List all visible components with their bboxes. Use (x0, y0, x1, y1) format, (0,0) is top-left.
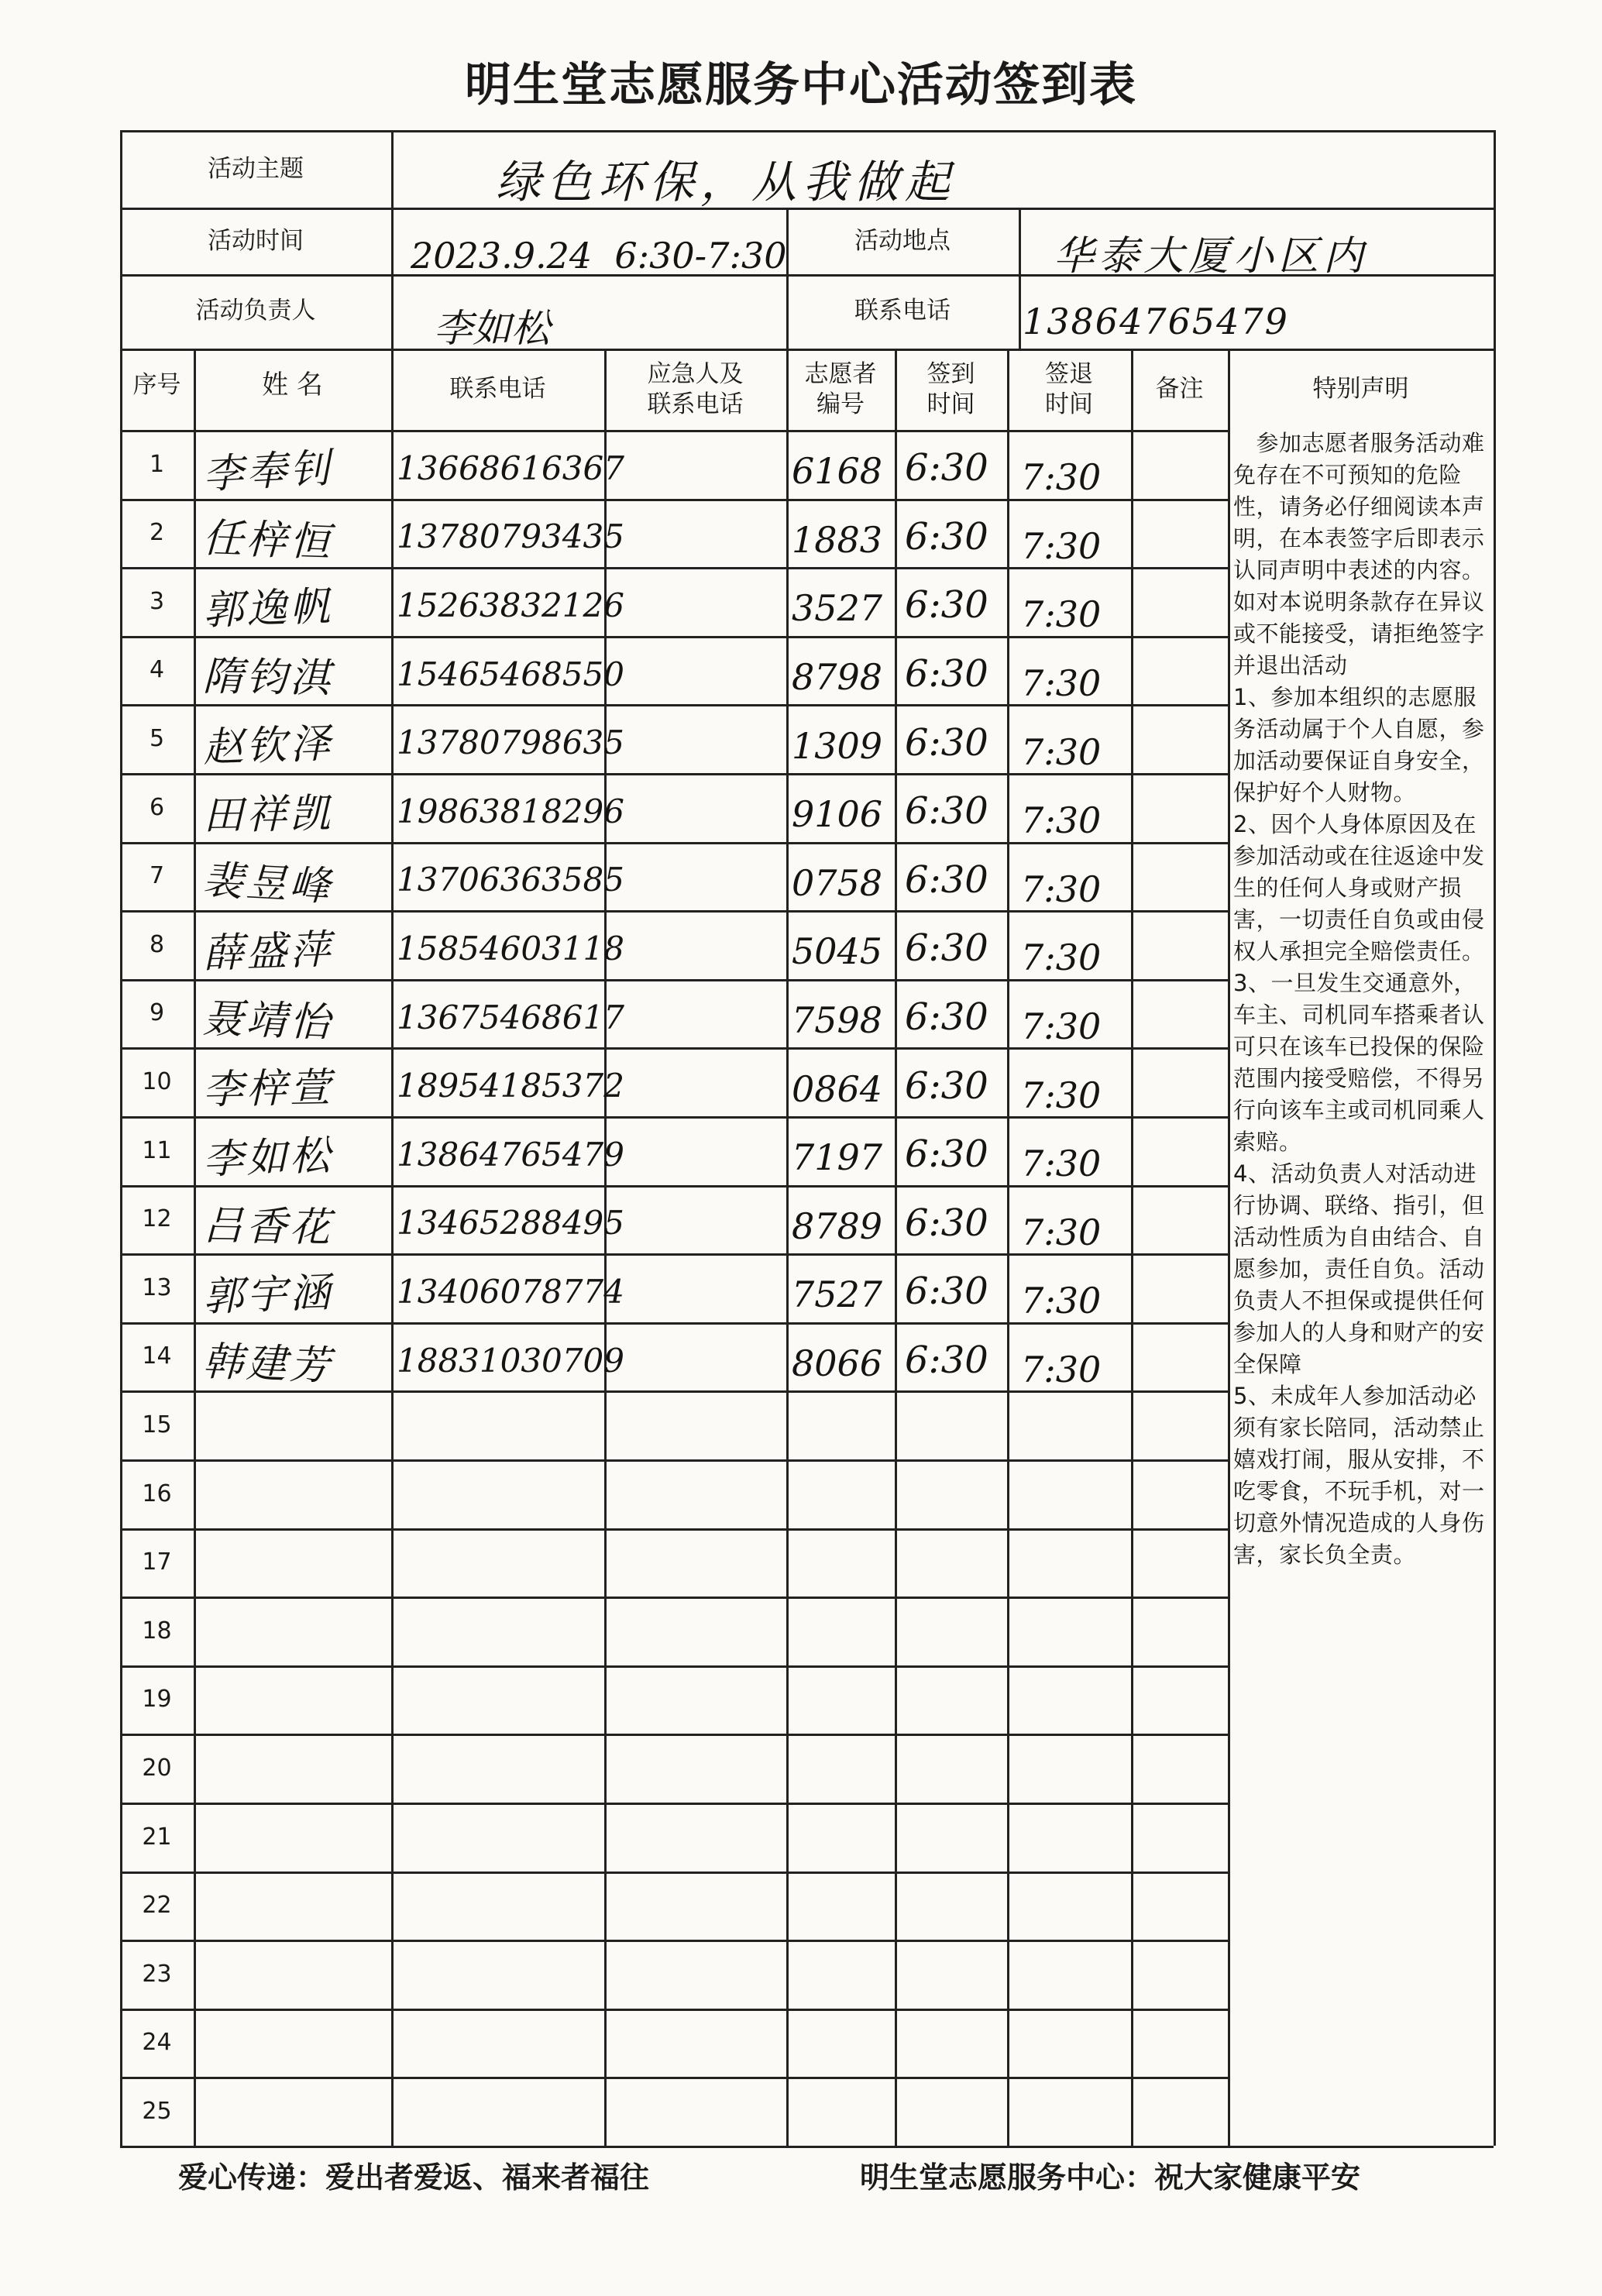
grid-line (391, 349, 394, 2146)
grid-line (120, 2146, 1494, 2148)
volunteer-name: 薛盛萍 (202, 926, 335, 978)
phone-value: 13864765479 (1023, 301, 1289, 342)
row-number: 4 (149, 656, 165, 684)
grid-line (1019, 208, 1021, 349)
row-number: 10 (142, 1067, 172, 1095)
row-number: 11 (142, 1136, 172, 1164)
volunteer-name: 任梓恒 (201, 514, 334, 566)
col-seq: 序号 (132, 371, 181, 400)
volunteer-phone: 19863818296 (397, 792, 624, 830)
sign-out-time: 7:30 (1021, 799, 1102, 842)
row-number: 24 (142, 2029, 172, 2057)
volunteer-name: 郭宇涵 (202, 1270, 335, 1321)
sign-out-time: 7:30 (1021, 1005, 1102, 1048)
volunteer-phone: 13780793435 (397, 517, 624, 556)
volunteer-phone: 13706363585 (397, 861, 624, 899)
sign-out-time: 7:30 (1021, 937, 1102, 979)
volunteer-name: 李梓萱 (202, 1064, 334, 1114)
grid-line (120, 2077, 1228, 2079)
col-remark: 备注 (1155, 375, 1204, 404)
time-label: 活动时间 (208, 226, 304, 255)
volunteer-name: 赵钦泽 (202, 720, 335, 772)
sign-in-time: 6:30 (905, 858, 988, 902)
grid-line (1007, 349, 1009, 2146)
grid-line (1494, 130, 1496, 2146)
volunteer-name: 李奉钊 (201, 445, 335, 499)
sign-out-time: 7:30 (1021, 456, 1102, 499)
col-statement: 特别声明 (1312, 375, 1409, 404)
row-number: 15 (142, 1411, 172, 1438)
volunteer-name: 聂靖怡 (201, 995, 334, 1047)
volunteer-name: 裴昱峰 (201, 857, 335, 910)
sign-out-time: 7:30 (1021, 524, 1102, 567)
volunteer-name: 田祥凯 (202, 790, 334, 840)
volunteer-phone: 13864765479 (397, 1135, 624, 1174)
volunteer-phone: 15854603118 (397, 929, 624, 968)
sign-in-time: 6:30 (905, 1270, 988, 1314)
sign-out-time: 7:30 (1021, 1211, 1102, 1253)
volunteer-number: 1309 (792, 724, 883, 767)
volunteer-phone: 13465288495 (397, 1204, 624, 1243)
sign-in-time: 6:30 (905, 720, 988, 765)
row-number: 22 (142, 1892, 172, 1920)
volunteer-number: 7598 (792, 999, 883, 1042)
row-number: 13 (142, 1273, 172, 1301)
sign-out-time: 7:30 (1021, 662, 1102, 705)
grid-line (120, 1872, 1228, 1874)
sign-in-time: 6:30 (905, 446, 988, 490)
theme-label: 活动主题 (208, 154, 304, 183)
volunteer-number: 8066 (792, 1342, 883, 1385)
sign-in-time: 6:30 (905, 652, 988, 696)
row-number: 25 (142, 2097, 172, 2125)
sign-in-time: 6:30 (905, 995, 988, 1040)
grid-line (120, 1940, 1228, 1942)
row-number: 12 (142, 1205, 172, 1233)
grid-line (1131, 349, 1133, 2146)
volunteer-name: 吕香花 (202, 1201, 334, 1251)
sign-in-time: 6:30 (905, 1133, 988, 1177)
row-number: 3 (149, 587, 165, 615)
row-number: 8 (149, 930, 165, 958)
leader-value: 李如松 (434, 306, 550, 351)
row-number: 1 (149, 450, 165, 478)
grid-line (120, 1459, 1228, 1462)
leader-label: 活动负责人 (195, 296, 316, 325)
volunteer-phone: 15263832126 (397, 586, 624, 624)
sign-out-time: 7:30 (1021, 730, 1102, 773)
row-number: 23 (142, 1960, 172, 1988)
row-number: 2 (149, 519, 165, 547)
volunteer-phone: 18954185372 (397, 1067, 624, 1105)
row-number: 20 (142, 1754, 172, 1782)
volunteer-number: 1883 (792, 518, 883, 561)
volunteer-phone: 13675468617 (397, 998, 624, 1036)
volunteer-number: 3527 (792, 587, 883, 630)
sign-in-time: 6:30 (905, 1201, 988, 1245)
volunteer-number: 7197 (792, 1136, 883, 1179)
sign-in-time: 6:30 (905, 514, 988, 559)
col-sign-out: 签退 时间 (1045, 359, 1093, 418)
row-number: 6 (149, 793, 165, 821)
row-number: 19 (142, 1686, 172, 1713)
volunteer-number: 8798 (792, 656, 883, 699)
volunteer-phone: 15465468550 (397, 655, 624, 693)
col-name: 姓 名 (262, 369, 323, 401)
footer-left: 爱心传递：爱出者爱返、福来者福往 (178, 2160, 650, 2195)
col-volunteer-no: 志愿者 编号 (804, 359, 877, 418)
volunteer-phone: 13780798635 (397, 724, 624, 762)
grid-line (1228, 349, 1230, 2146)
grid-line (120, 1734, 1228, 1736)
grid-line (120, 1665, 1228, 1668)
col-sign-in: 签到 时间 (926, 359, 975, 418)
row-number: 18 (142, 1617, 172, 1645)
volunteer-name: 韩建芳 (201, 1338, 334, 1390)
time-value: 2023.9.24 6:30-7:30 (411, 235, 787, 277)
special-statement: 参加志愿者服务活动难免存在不可预知的危险性，请务必仔细阅读本声明，在本表签字后即表示认同声明中表述的内容。如对本说明条款存在异议或不能接受，请拒绝签字并退出活动 1、参加本组织的志愿服务活动属于个人自愿，参加活动要保证自身安全，保护好个人财物。 2、因个人身体原因及在参加活动或在往返途中发生的任何人身或财产损害，一切责任自负或由侵权人承担完全赔偿责任。 3、一旦发生交通意外，车主、司机同车搭乘者认可只在该车已投保的保险范围内接受赔偿，不得另行向该车主或司机同乘人索赔。 4、活动负责人对活动进行协调、联络、指引，但活动性质为自由结合、自愿参加，责任自负。活动负责人不担保或提供任何参加人的人身和财产的安全保障 5、未成年人参加活动必须有家长陪同，活动禁止嬉戏打闹，服从安排，不吃零食，不玩手机，对一切意外情况造成的人身伤害，家长负全责。 (1233, 430, 1485, 1568)
grid-line (786, 349, 789, 2146)
sign-out-time: 7:30 (1021, 1074, 1102, 1116)
volunteer-number: 5045 (792, 930, 883, 973)
grid-line (895, 349, 897, 2146)
sign-out-time: 7:30 (1021, 1280, 1102, 1322)
footer-right: 明生堂志愿服务中心：祝大家健康平安 (860, 2160, 1361, 2195)
volunteer-number: 9106 (792, 793, 883, 836)
row-number: 21 (142, 1823, 172, 1851)
grid-line (120, 1528, 1228, 1531)
row-number: 9 (149, 999, 165, 1027)
page-title: 明生堂志愿服务中心活动签到表 (465, 58, 1137, 112)
place-label: 活动地点 (854, 226, 951, 255)
row-number: 16 (142, 1480, 172, 1507)
grid-line (120, 430, 1228, 432)
place-value: 华泰大厦小区内 (1054, 232, 1369, 280)
volunteer-name: 郭逸帆 (202, 583, 335, 634)
volunteer-name: 隋钧淇 (202, 653, 334, 703)
grid-line (120, 2009, 1228, 2011)
volunteer-phone: 18831030709 (397, 1341, 624, 1380)
grid-line (120, 1597, 1228, 1599)
row-number: 5 (149, 724, 165, 752)
volunteer-name: 李如松 (202, 1132, 335, 1184)
grid-line (194, 349, 196, 2146)
col-emergency: 应急人及 联系电话 (647, 359, 744, 418)
volunteer-number: 7527 (792, 1273, 883, 1316)
grid-line (391, 130, 394, 349)
row-number: 14 (142, 1342, 172, 1370)
volunteer-phone: 13668616367 (397, 449, 624, 487)
sign-in-time: 6:30 (905, 1064, 988, 1108)
sign-in-time: 6:30 (905, 1339, 988, 1383)
grid-line (120, 1803, 1228, 1805)
volunteer-number: 0864 (792, 1067, 883, 1110)
sign-in-time: 6:30 (905, 926, 988, 971)
phone-label: 联系电话 (854, 296, 951, 325)
volunteer-phone: 13406078774 (397, 1272, 624, 1311)
sign-out-time: 7:30 (1021, 868, 1102, 910)
sign-out-time: 7:30 (1021, 1143, 1102, 1185)
sign-out-time: 7:30 (1021, 593, 1102, 636)
volunteer-number: 0758 (792, 861, 883, 904)
theme-value: 绿色环保，从我做起 (496, 156, 957, 208)
sign-in-time: 6:30 (905, 583, 988, 627)
row-number: 7 (149, 862, 165, 890)
volunteer-number: 8789 (792, 1205, 883, 1247)
col-phone: 联系电话 (449, 375, 546, 404)
sign-out-time: 7:30 (1021, 1349, 1102, 1391)
volunteer-number: 6168 (792, 450, 883, 493)
row-number: 17 (142, 1548, 172, 1576)
sign-in-time: 6:30 (905, 789, 988, 834)
